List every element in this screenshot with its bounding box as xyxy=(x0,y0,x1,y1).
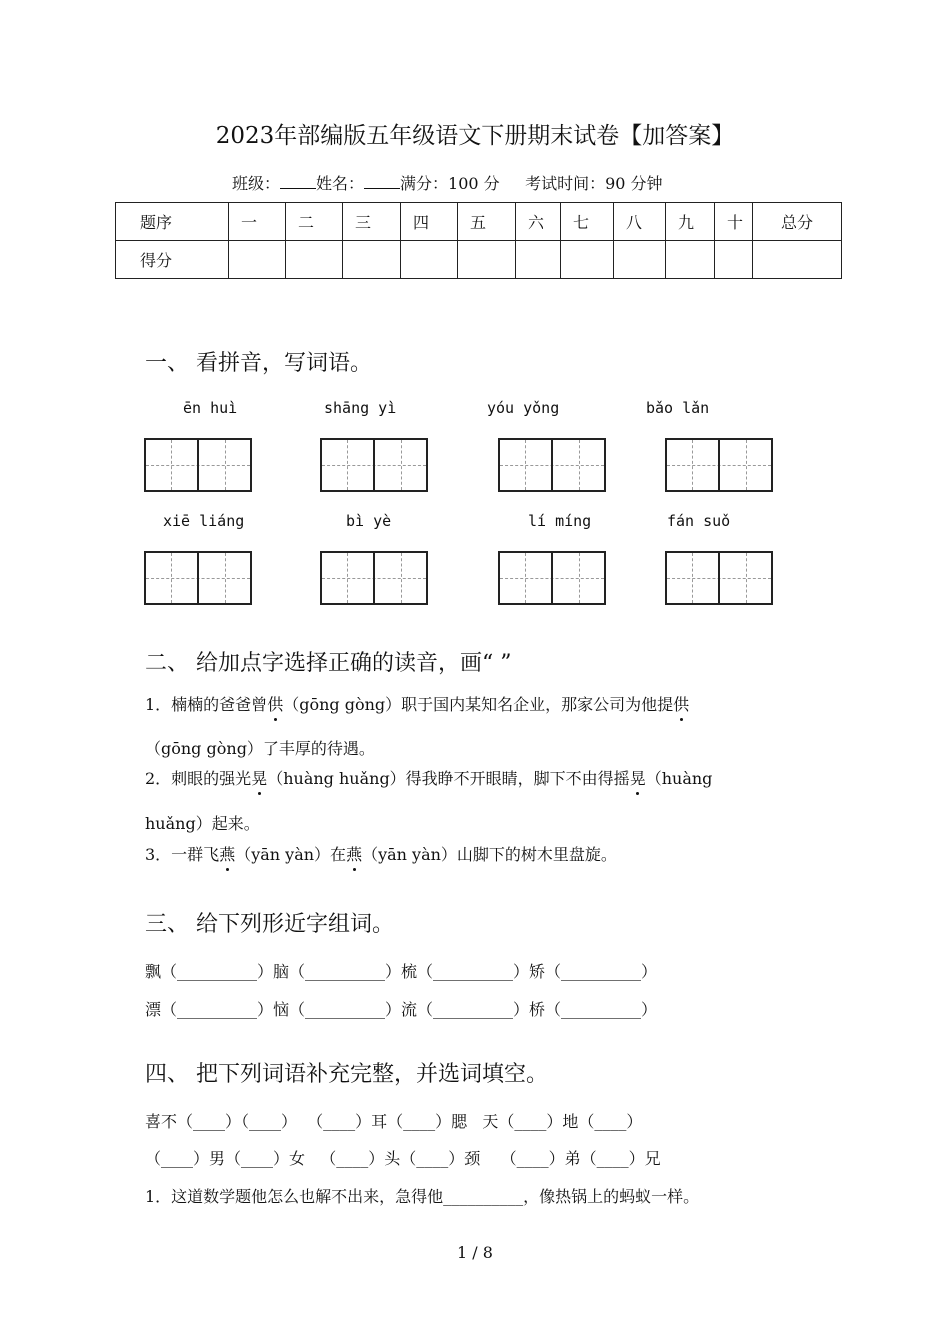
class-blank[interactable] xyxy=(280,174,316,189)
dotted-char: 晃 xyxy=(630,766,646,789)
score-cell: 五 xyxy=(458,203,516,241)
dotted-char: 燕 xyxy=(346,842,362,865)
question-line xyxy=(145,692,689,715)
dotted-char: 晃 xyxy=(251,766,267,789)
score-input-cell[interactable] xyxy=(516,241,561,279)
exam-time: 考试时间：90 分钟 xyxy=(525,174,663,193)
class-label: 班级： xyxy=(232,174,281,193)
score-cell: 二 xyxy=(286,203,343,241)
question-line xyxy=(145,766,712,789)
idiom-row[interactable]: 喜不（____）（____） （____）耳（____）腮 天（____）地（____） xyxy=(145,1112,643,1131)
question-text: 3．一群飞 xyxy=(145,845,220,864)
score-input-cell[interactable] xyxy=(715,241,753,279)
score-table-header-row xyxy=(116,203,842,241)
score-cell: 七 xyxy=(561,203,614,241)
score-input-cell[interactable] xyxy=(401,241,458,279)
dotted-char: 燕 xyxy=(219,842,235,865)
writing-grid[interactable] xyxy=(320,551,428,605)
page-number: 1 / 8 xyxy=(457,1243,493,1262)
question-text: （yān yàn）在 xyxy=(235,845,347,864)
question-text: 2．刺眼的强光 xyxy=(145,769,252,788)
score-row-label: 得分 xyxy=(116,241,229,279)
score-input-cell[interactable] xyxy=(286,241,343,279)
writing-grid[interactable] xyxy=(665,438,773,492)
score-input-cell[interactable] xyxy=(343,241,401,279)
score-cell: 一 xyxy=(229,203,286,241)
name-label: 姓名： xyxy=(316,174,365,193)
section1-heading: 一、 看拼音，写词语。 xyxy=(145,351,372,376)
pinyin-label: bì yè xyxy=(346,512,392,530)
writing-grid[interactable] xyxy=(144,438,252,492)
question-text: （huàng xyxy=(645,769,713,788)
full-score: 满分：100 分 xyxy=(400,174,500,193)
writing-grid[interactable] xyxy=(665,551,773,605)
section3-heading: 三、 给下列形近字组词。 xyxy=(145,912,394,937)
question-line xyxy=(145,842,617,865)
question-text: （yān yàn）山脚下的树木里盘旋。 xyxy=(362,845,617,864)
page-title: 2023年部编版五年级语文下册期末试卷【加答案】 xyxy=(215,123,735,149)
score-input-cell[interactable] xyxy=(614,241,666,279)
score-cell: 四 xyxy=(401,203,458,241)
score-input-cell[interactable] xyxy=(229,241,286,279)
pinyin-label: xiē liáng xyxy=(163,512,245,530)
pinyin-label: fán suǒ xyxy=(667,512,731,530)
word-group-row[interactable]: 飘（__________）脑（__________）梳（__________）矫（__________） xyxy=(145,962,658,981)
score-table-score-row xyxy=(116,241,842,279)
dotted-char: 供 xyxy=(267,692,283,715)
score-cell: 六 xyxy=(516,203,561,241)
score-cell: 总分 xyxy=(753,203,842,241)
name-blank[interactable] xyxy=(364,174,400,189)
pinyin-label: shāng yì xyxy=(324,399,397,417)
pinyin-label: yóu yǒng xyxy=(487,399,560,417)
writing-grid[interactable] xyxy=(144,551,252,605)
score-input-cell[interactable] xyxy=(458,241,516,279)
writing-grid[interactable] xyxy=(498,438,606,492)
exam-meta xyxy=(232,171,663,194)
writing-grid[interactable] xyxy=(320,438,428,492)
question-line: huǎng）起来。 xyxy=(145,814,260,833)
word-group-row[interactable]: 漂（__________）恼（__________）流（__________）桥（__________） xyxy=(145,1000,658,1019)
score-input-cell[interactable] xyxy=(753,241,842,279)
writing-grid[interactable] xyxy=(498,551,606,605)
score-cell: 十 xyxy=(715,203,753,241)
question-text: 1．楠楠的爸爸曾 xyxy=(145,695,268,714)
question-text: （huàng huǎng）得我睁不开眼睛，脚下不由得摇 xyxy=(267,769,630,788)
question-line[interactable]: 1．这道数学题他怎么也解不出来，急得他__________，像热锅上的蚂蚁一样。 xyxy=(145,1187,700,1206)
section4-heading: 四、 把下列词语补充完整，并选词填空。 xyxy=(145,1062,548,1087)
question-line: （gōng gòng）了丰厚的待遇。 xyxy=(145,739,375,758)
idiom-row[interactable]: （____）男（____）女 （____）头（____）颈 （____）弟（____）兄 xyxy=(145,1149,661,1168)
score-input-cell[interactable] xyxy=(666,241,715,279)
pinyin-label: lí míng xyxy=(528,512,592,530)
score-table xyxy=(115,202,842,279)
question-text: （gōng gòng）职于国内某知名企业，那家公司为他提 xyxy=(283,695,674,714)
dotted-char: 供 xyxy=(673,692,689,715)
score-cell: 九 xyxy=(666,203,715,241)
score-cell: 八 xyxy=(614,203,666,241)
pinyin-label: ēn huì xyxy=(183,399,238,417)
score-cell: 三 xyxy=(343,203,401,241)
section2-heading: 二、 给加点字选择正确的读音，画“ ” xyxy=(145,651,512,676)
score-cell: 题序 xyxy=(116,203,229,241)
pinyin-label: bǎo lǎn xyxy=(646,399,710,417)
score-input-cell[interactable] xyxy=(561,241,614,279)
